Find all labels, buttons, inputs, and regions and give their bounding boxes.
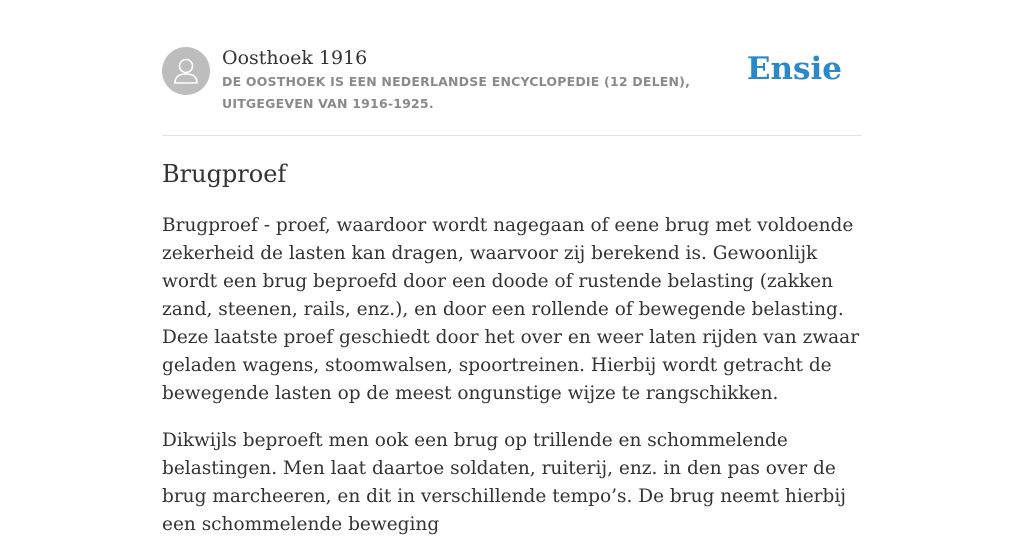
article-container <box>162 0 862 535</box>
ensie-logo-link[interactable]: Ensie <box>746 51 842 87</box>
avatar[interactable] <box>162 47 210 95</box>
article-paragraph: Dikwijls beproeft men ook een brug op trillende en schommelende belastingen. Men laat daartoe soldaten, ruiterij, enz. in den pas over de brug marcheeren, en dit in verschillende tempo’s. De brug neemt hierbij een schommelende beweging <box>162 430 847 535</box>
article-title: Brugproef <box>162 160 287 188</box>
user-silhouette-icon <box>162 47 210 95</box>
article-body <box>162 212 862 558</box>
article-paragraph: Brugproef - proef, waardoor wordt nagegaan of eene brug met voldoende zekerheid de lasten kan dragen, waarvoor zij berekend is. Gewoonlijk wordt een brug beproefd door een doode of rustende belasting (zakken zand, steenen, rails, enz.), en door een rollende of bewegende belasting. Deze laatste proef geschiedt door het over en weer laten rijden van zwaar geladen wagens, stoomwalsen, spoortreinen. Hierbij wordt getracht de bewegende lasten op de meest ongunstige wijze te rangschikken. <box>162 215 860 404</box>
source-name[interactable]: Oosthoek 1916 <box>222 47 368 69</box>
source-description: DE OOSTHOEK IS EEN NEDERLANDSE ENCYCLOPEDIE (12 DELEN), UITGEGEVEN VAN 1916-1925. <box>222 74 691 111</box>
source-header <box>162 0 862 136</box>
